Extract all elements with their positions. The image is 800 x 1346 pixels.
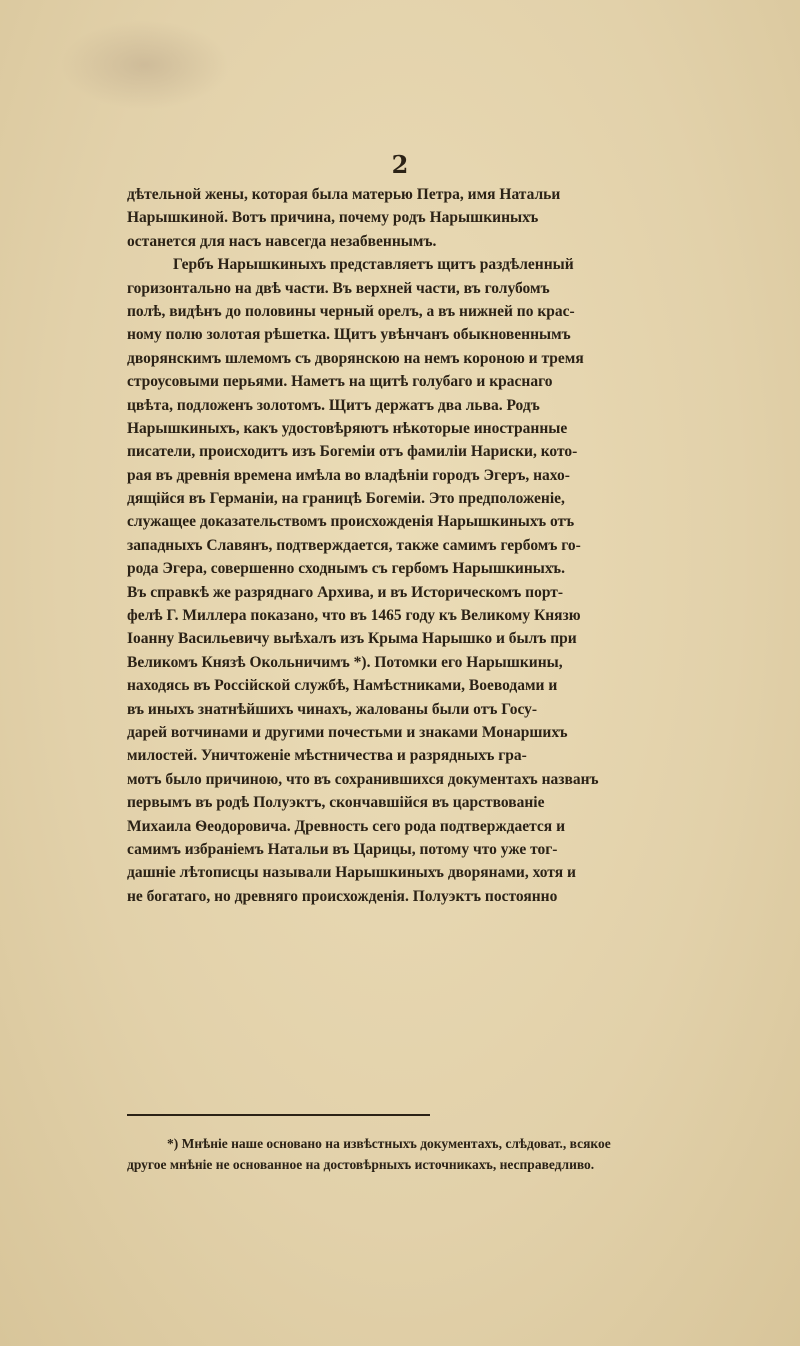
text-line: писатели, происходитъ изъ Богеміи отъ фамиліи Нариски, кото-	[127, 443, 578, 461]
body-text	[127, 183, 800, 908]
text-line: дашніе лѣтописцы называли Нарышкиныхъ дворянами, хотя и	[127, 864, 576, 882]
footnote	[127, 1133, 800, 1175]
text-line: Нарышкиной. Вотъ причина, почему родъ Нарышкиныхъ	[127, 209, 539, 227]
text-line: служащее доказательствомъ происхожденія Нарышкиныхъ отъ	[127, 513, 575, 531]
text-line: не богатаго, но древняго происхожденія. Полуэктъ постоянно	[127, 887, 558, 905]
text-line: въ иныхъ знатнѣйшихъ чинахъ, жалованы были отъ Госу-	[127, 700, 538, 718]
text-line: фелѣ Г. Миллера показано, что въ 1465 году къ Великому Князю	[127, 607, 581, 625]
text-line: останется для насъ навсегда незабвеннымъ.	[127, 232, 437, 250]
text-line: западныхъ Славянъ, подтверждается, также самимъ гербомъ го-	[127, 536, 581, 554]
footnote-line: другое мнѣніе не основанное на достовѣрныхъ источникахъ, несправедливо.	[127, 1157, 595, 1172]
text-line: рода Эгера, совершенно сходнымъ съ гербомъ Нарышкиныхъ.	[127, 560, 565, 578]
text-line: первымъ въ родѣ Полуэктъ, скончавшійся въ царствованіе	[127, 794, 545, 812]
text-line: дарей вотчинами и другими почестьми и знаками Монаршихъ	[127, 723, 568, 741]
text-line: Нарышкиныхъ, какъ удостовѣряютъ нѣкоторые иностранные	[127, 419, 568, 437]
text-line: Въ справкѣ же разряднаго Архива, и въ Историческомъ порт-	[127, 583, 564, 601]
text-line: Михаила Ѳеодоровича. Древность сего рода подтверждается и	[127, 817, 566, 835]
text-line: строусовыми перьями. Наметъ на щитѣ голубаго и краснаго	[127, 373, 553, 391]
text-line: милостей. Уничтоженіе мѣстничества и разрядныхъ гра-	[127, 747, 527, 765]
paper-stain	[60, 20, 230, 110]
text-line: ному полю золотая рѣшетка. Щитъ увѣнчанъ обыкновеннымъ	[127, 326, 571, 344]
footnote-line: *) Мнѣніе наше основано на извѣстныхъ документахъ, слѣдоват., всякое	[167, 1136, 611, 1151]
text-line: находясь въ Россійской службѣ, Намѣстниками, Воеводами и	[127, 677, 558, 695]
text-line: мотъ было причиною, что въ сохранившихся документахъ названъ	[127, 770, 599, 788]
text-line: дворянскимъ шлемомъ съ дворянскою на немъ короною и тремя	[127, 349, 584, 367]
text-line: дящійся въ Германіи, на границѣ Богеміи. Это предположеніе,	[127, 490, 565, 508]
text-line: Великомъ Князѣ Окольничимъ *). Потомки его Нарышкины,	[127, 653, 563, 671]
text-line: рая въ древнія времена имѣла во владѣніи городъ Эгеръ, нахо-	[127, 466, 570, 484]
text-line: Гербъ Нарышкиныхъ представляетъ щитъ раздѣленный	[173, 256, 574, 274]
text-line: самимъ избраніемъ Натальи въ Царицы, потому что уже тог-	[127, 840, 558, 858]
footnote-divider	[127, 1114, 430, 1116]
text-line: горизонтально на двѣ части. Въ верхней части, въ голубомъ	[127, 279, 550, 297]
text-line: цвѣта, подложенъ золотомъ. Щитъ держатъ два льва. Родъ	[127, 396, 540, 414]
text-line: полѣ, видѣнъ до половины черный орелъ, а въ нижней по крас-	[127, 302, 575, 320]
text-line: Іоанну Васильевичу выѣхалъ изъ Крыма Нарышко и былъ при	[127, 630, 577, 648]
page-number: 2	[391, 150, 409, 179]
text-line: дѣтельной жены, которая была матерью Петра, имя Натальи	[127, 186, 561, 203]
